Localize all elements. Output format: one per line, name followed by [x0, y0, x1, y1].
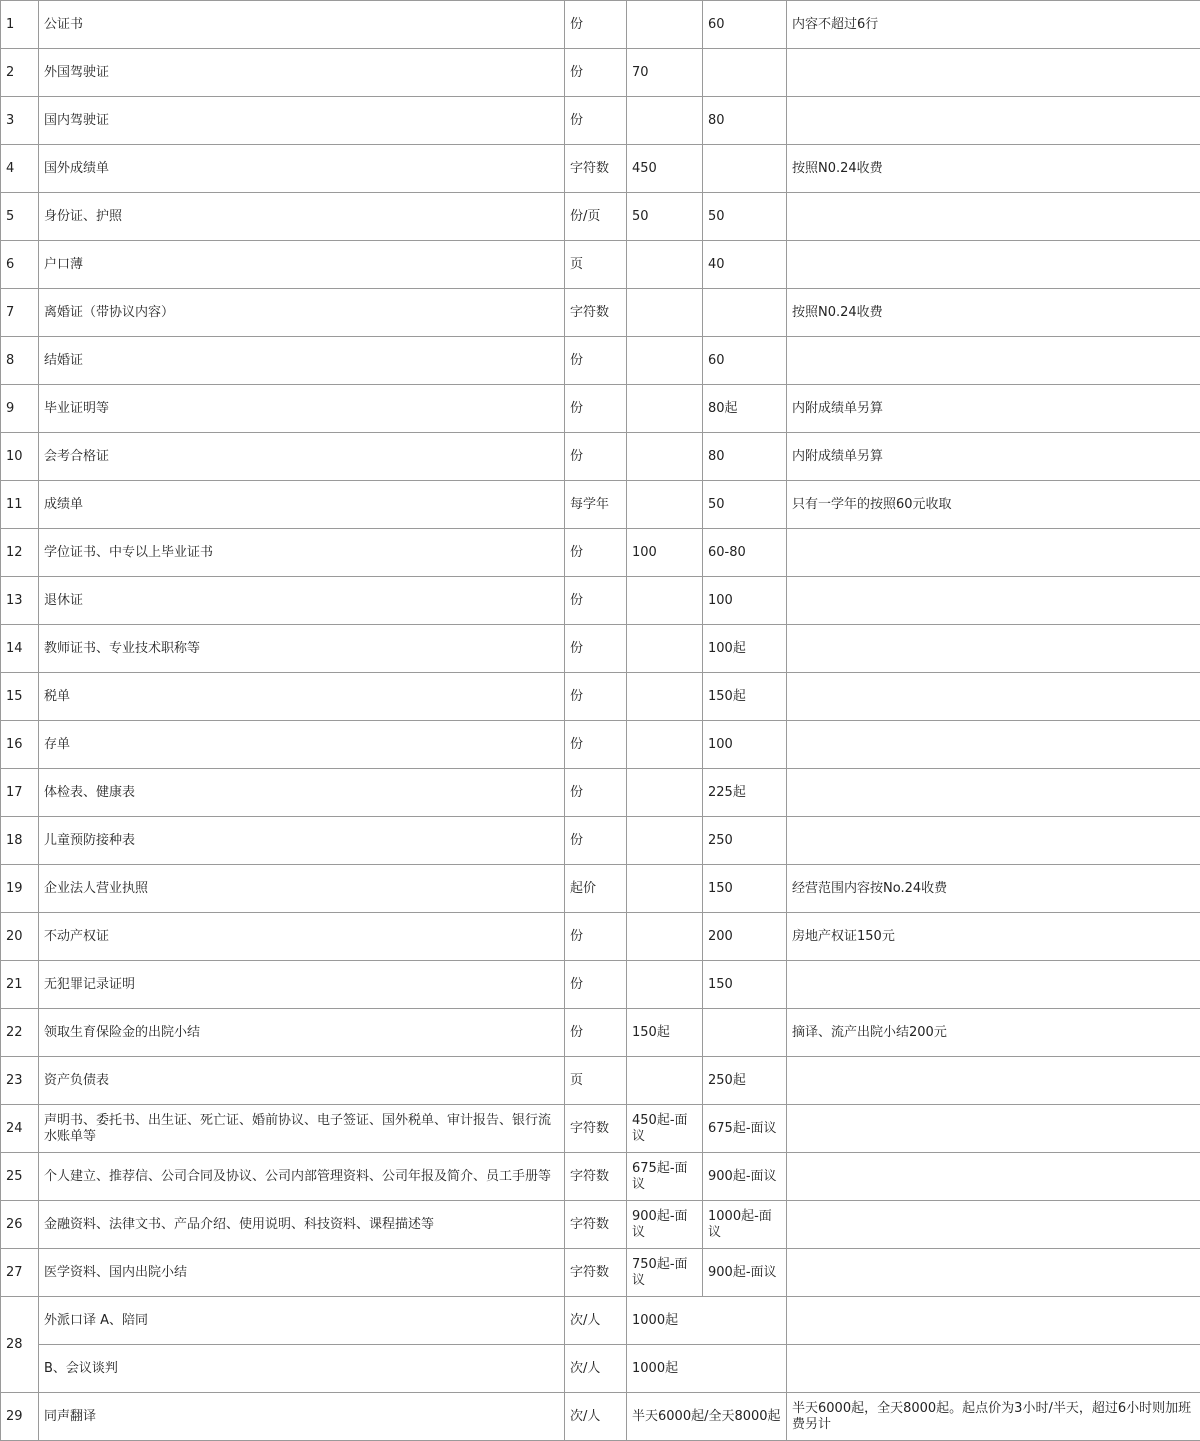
row-number: 24	[1, 1105, 39, 1153]
note	[787, 1201, 1200, 1249]
item-name: 外派口译 A、陪同	[39, 1297, 565, 1345]
price-foreign	[627, 577, 703, 625]
price-foreign	[627, 673, 703, 721]
row-number: 29	[1, 1393, 39, 1441]
unit: 份	[565, 385, 627, 433]
row-number: 11	[1, 481, 39, 529]
price-domestic: 900起-面议	[703, 1153, 787, 1201]
table-row	[1, 577, 1200, 625]
price-foreign	[627, 337, 703, 385]
item-name: 税单	[39, 673, 565, 721]
item-name: 金融资料、法律文书、产品介绍、使用说明、科技资料、课程描述等	[39, 1201, 565, 1249]
unit: 份	[565, 769, 627, 817]
note: 摘译、流产出院小结200元	[787, 1009, 1200, 1057]
unit: 字符数	[565, 1105, 627, 1153]
row-number: 4	[1, 145, 39, 193]
table-row	[1, 481, 1200, 529]
note	[787, 49, 1200, 97]
price-foreign	[627, 721, 703, 769]
price-domestic	[703, 49, 787, 97]
item-name: 不动产权证	[39, 913, 565, 961]
price-domestic	[703, 1009, 787, 1057]
price-foreign	[627, 97, 703, 145]
price-domestic: 100	[703, 721, 787, 769]
note: 房地产权证150元	[787, 913, 1200, 961]
item-name: 医学资料、国内出院小结	[39, 1249, 565, 1297]
unit: 份	[565, 625, 627, 673]
table-row	[1, 769, 1200, 817]
unit: 份	[565, 1009, 627, 1057]
row-number: 15	[1, 673, 39, 721]
price-domestic: 40	[703, 241, 787, 289]
item-name: 国内驾驶证	[39, 97, 565, 145]
note	[787, 529, 1200, 577]
item-name: 声明书、委托书、出生证、死亡证、婚前协议、电子签证、国外税单、审计报告、银行流水账单等	[39, 1105, 565, 1153]
item-name: 教师证书、专业技术职称等	[39, 625, 565, 673]
price-domestic: 250起	[703, 1057, 787, 1105]
table-row	[1, 385, 1200, 433]
price-foreign: 750起-面议	[627, 1249, 703, 1297]
table-row	[1, 1009, 1200, 1057]
price-foreign	[627, 865, 703, 913]
note	[787, 769, 1200, 817]
item-name: 户口薄	[39, 241, 565, 289]
note	[787, 1249, 1200, 1297]
table-row	[1, 721, 1200, 769]
note	[787, 193, 1200, 241]
note	[787, 97, 1200, 145]
item-name: B、会议谈判	[39, 1345, 565, 1393]
price-domestic: 80	[703, 97, 787, 145]
note	[787, 577, 1200, 625]
table-row	[1, 1153, 1200, 1201]
item-name: 无犯罪记录证明	[39, 961, 565, 1009]
price-foreign	[627, 385, 703, 433]
row-number: 20	[1, 913, 39, 961]
unit: 次/人	[565, 1345, 627, 1393]
price-foreign: 675起-面议	[627, 1153, 703, 1201]
price-domestic: 60	[703, 1, 787, 49]
price: 1000起	[627, 1345, 787, 1393]
price-domestic: 675起-面议	[703, 1105, 787, 1153]
table-row-interpretation-b	[1, 1345, 1200, 1393]
price-domestic: 150	[703, 865, 787, 913]
item-name: 国外成绩单	[39, 145, 565, 193]
table-row	[1, 49, 1200, 97]
price-domestic: 150	[703, 961, 787, 1009]
item-name: 结婚证	[39, 337, 565, 385]
price-domestic: 60	[703, 337, 787, 385]
note	[787, 241, 1200, 289]
table-row	[1, 1, 1200, 49]
price-foreign: 450起-面议	[627, 1105, 703, 1153]
note: 内容不超过6行	[787, 1, 1200, 49]
unit: 字符数	[565, 145, 627, 193]
row-number: 7	[1, 289, 39, 337]
price-foreign	[627, 769, 703, 817]
row-number: 1	[1, 1, 39, 49]
item-name: 资产负债表	[39, 1057, 565, 1105]
item-name: 会考合格证	[39, 433, 565, 481]
row-number: 18	[1, 817, 39, 865]
note	[787, 673, 1200, 721]
item-name: 领取生育保险金的出院小结	[39, 1009, 565, 1057]
unit: 份/页	[565, 193, 627, 241]
unit: 次/人	[565, 1297, 627, 1345]
unit: 份	[565, 961, 627, 1009]
price-domestic	[703, 145, 787, 193]
price-domestic: 150起	[703, 673, 787, 721]
row-number: 9	[1, 385, 39, 433]
price-foreign	[627, 817, 703, 865]
table-row	[1, 241, 1200, 289]
price-table-body	[1, 1, 1200, 1441]
unit: 份	[565, 337, 627, 385]
item-name: 企业法人营业执照	[39, 865, 565, 913]
unit: 字符数	[565, 289, 627, 337]
note	[787, 817, 1200, 865]
price-foreign	[627, 1057, 703, 1105]
row-number: 2	[1, 49, 39, 97]
unit: 份	[565, 97, 627, 145]
unit: 起价	[565, 865, 627, 913]
table-row	[1, 625, 1200, 673]
price-domestic: 250	[703, 817, 787, 865]
price-domestic: 80起	[703, 385, 787, 433]
row-number: 3	[1, 97, 39, 145]
row-number: 28	[1, 1297, 39, 1393]
unit: 份	[565, 817, 627, 865]
price-domestic: 1000起-面议	[703, 1201, 787, 1249]
row-number: 17	[1, 769, 39, 817]
table-row	[1, 961, 1200, 1009]
price-foreign: 100	[627, 529, 703, 577]
note: 半天6000起，全天8000起。起点价为3小时/半天，超过6小时则加班费另计	[787, 1393, 1200, 1441]
unit: 份	[565, 1, 627, 49]
price-domestic: 60-80	[703, 529, 787, 577]
unit: 份	[565, 673, 627, 721]
item-name: 公证书	[39, 1, 565, 49]
price: 1000起	[627, 1297, 787, 1345]
row-number: 27	[1, 1249, 39, 1297]
note: 内附成绩单另算	[787, 385, 1200, 433]
note	[787, 337, 1200, 385]
price-foreign	[627, 241, 703, 289]
table-row	[1, 1201, 1200, 1249]
table-row	[1, 97, 1200, 145]
price-foreign: 50	[627, 193, 703, 241]
unit: 次/人	[565, 1393, 627, 1441]
note	[787, 1345, 1200, 1393]
note	[787, 1105, 1200, 1153]
item-name: 退休证	[39, 577, 565, 625]
table-row	[1, 913, 1200, 961]
price-foreign	[627, 1, 703, 49]
table-row	[1, 1105, 1200, 1153]
table-row	[1, 145, 1200, 193]
unit: 份	[565, 529, 627, 577]
table-row	[1, 529, 1200, 577]
table-row	[1, 673, 1200, 721]
item-name: 同声翻译	[39, 1393, 565, 1441]
table-row	[1, 1057, 1200, 1105]
price-domestic: 50	[703, 481, 787, 529]
row-number: 12	[1, 529, 39, 577]
unit: 字符数	[565, 1201, 627, 1249]
price: 半天6000起/全天8000起	[627, 1393, 787, 1441]
unit: 字符数	[565, 1153, 627, 1201]
item-name: 毕业证明等	[39, 385, 565, 433]
item-name: 个人建立、推荐信、公司合同及协议、公司内部管理资料、公司年报及简介、员工手册等	[39, 1153, 565, 1201]
item-name: 成绩单	[39, 481, 565, 529]
price-foreign	[627, 481, 703, 529]
unit: 份	[565, 577, 627, 625]
price-domestic: 100起	[703, 625, 787, 673]
item-name: 离婚证（带协议内容）	[39, 289, 565, 337]
note: 内附成绩单另算	[787, 433, 1200, 481]
item-name: 存单	[39, 721, 565, 769]
table-row	[1, 337, 1200, 385]
row-number: 10	[1, 433, 39, 481]
price-foreign: 900起-面议	[627, 1201, 703, 1249]
table-row	[1, 289, 1200, 337]
price-domestic	[703, 289, 787, 337]
unit: 份	[565, 49, 627, 97]
price-foreign	[627, 289, 703, 337]
price-domestic: 200	[703, 913, 787, 961]
row-number: 6	[1, 241, 39, 289]
table-row	[1, 433, 1200, 481]
row-number: 25	[1, 1153, 39, 1201]
price-domestic: 900起-面议	[703, 1249, 787, 1297]
unit: 页	[565, 241, 627, 289]
row-number: 16	[1, 721, 39, 769]
unit: 字符数	[565, 1249, 627, 1297]
table-row	[1, 193, 1200, 241]
note: 只有一学年的按照60元收取	[787, 481, 1200, 529]
row-number: 5	[1, 193, 39, 241]
price-domestic: 100	[703, 577, 787, 625]
note	[787, 625, 1200, 673]
item-name: 儿童预防接种表	[39, 817, 565, 865]
note: 按照N0.24收费	[787, 289, 1200, 337]
price-foreign: 70	[627, 49, 703, 97]
table-row	[1, 1249, 1200, 1297]
price-foreign	[627, 625, 703, 673]
price-foreign: 150起	[627, 1009, 703, 1057]
row-number: 22	[1, 1009, 39, 1057]
row-number: 13	[1, 577, 39, 625]
table-row	[1, 865, 1200, 913]
price-domestic: 50	[703, 193, 787, 241]
note	[787, 1057, 1200, 1105]
price-foreign	[627, 913, 703, 961]
price-foreign	[627, 433, 703, 481]
row-number: 19	[1, 865, 39, 913]
table-row	[1, 817, 1200, 865]
price-domestic: 225起	[703, 769, 787, 817]
item-name: 学位证书、中专以上毕业证书	[39, 529, 565, 577]
unit: 每学年	[565, 481, 627, 529]
row-number: 23	[1, 1057, 39, 1105]
price-foreign	[627, 961, 703, 1009]
note	[787, 1153, 1200, 1201]
item-name: 外国驾驶证	[39, 49, 565, 97]
note	[787, 1297, 1200, 1345]
unit: 份	[565, 433, 627, 481]
price-foreign: 450	[627, 145, 703, 193]
unit: 份	[565, 721, 627, 769]
row-number: 26	[1, 1201, 39, 1249]
row-number: 14	[1, 625, 39, 673]
table-row-simultaneous	[1, 1393, 1200, 1441]
unit: 页	[565, 1057, 627, 1105]
table-row-interpretation-a	[1, 1297, 1200, 1345]
note: 经营范围内容按No.24收费	[787, 865, 1200, 913]
price-domestic: 80	[703, 433, 787, 481]
note: 按照N0.24收费	[787, 145, 1200, 193]
unit: 份	[565, 913, 627, 961]
row-number: 21	[1, 961, 39, 1009]
note	[787, 961, 1200, 1009]
item-name: 身份证、护照	[39, 193, 565, 241]
item-name: 体检表、健康表	[39, 769, 565, 817]
note	[787, 721, 1200, 769]
row-number: 8	[1, 337, 39, 385]
